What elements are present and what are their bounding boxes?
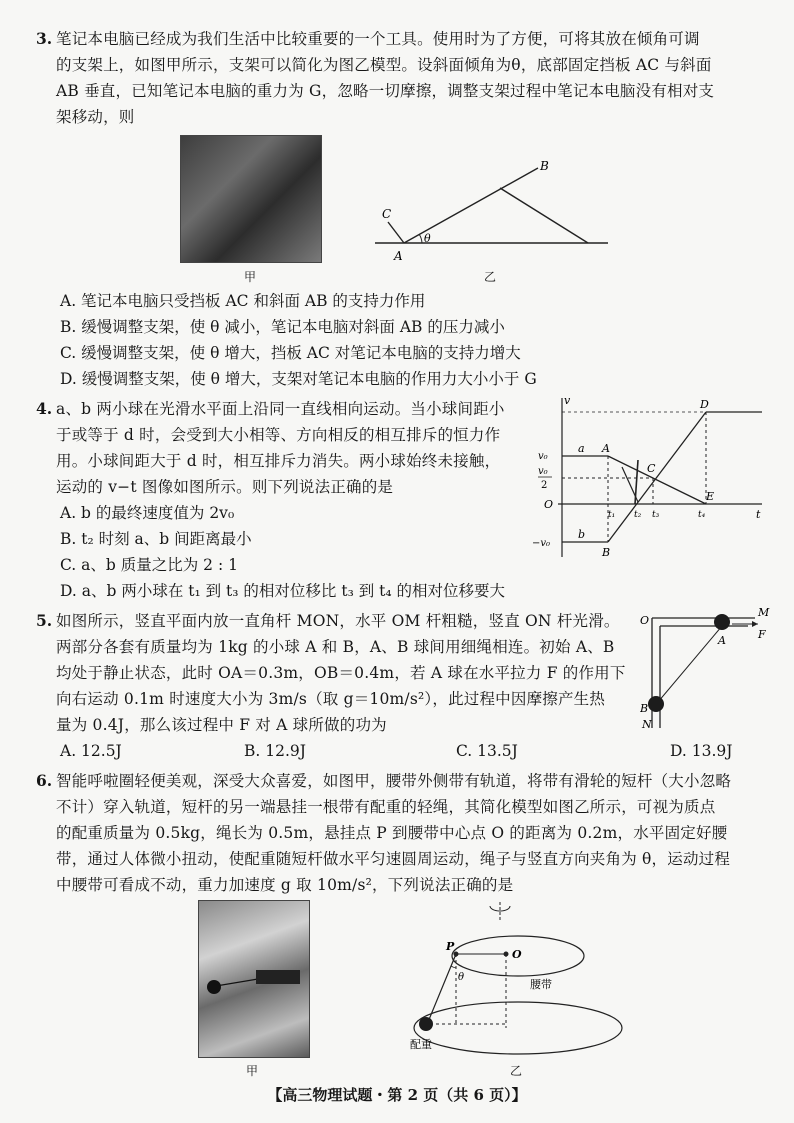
origin-label: O (544, 498, 554, 511)
q5-option-d: D. 13.9J (670, 742, 733, 760)
stem-line: 量为 0.4J，那么该过程中 F 对 A 球所做的功为 (56, 716, 387, 734)
question-4-number: 4. (36, 399, 53, 418)
q4-option-b: B. t₂ 时刻 a、b 间距离最小 (60, 530, 252, 548)
stem-line: AB 垂直，已知笔记本电脑的重力为 G，忽略一切摩擦，调整支架过程中笔记本电脑没有相对支 (56, 82, 715, 100)
t4-label: t₄ (698, 510, 706, 520)
hula-hoop-photo-overlay (198, 900, 308, 1056)
stem-line: 智能呼啦圈轻便美观，深受大众喜爱，如图甲，腰带外侧带有轨道，将带有滑轮的短杆（大小忽略 (56, 772, 732, 790)
weight-in-photo (207, 980, 221, 994)
label-b: B (540, 159, 549, 173)
stem-line: 不计）穿入轨道，短杆的另一端悬挂一根带有配重的轻绳，其简化模型如图乙所示，可视为质点 (56, 798, 716, 816)
stem-line: 笔记本电脑已经成为我们生活中比较重要的一个工具。使用时为了方便，可将其放在倾角可调 (56, 30, 700, 48)
stem-line: 如图所示，竖直平面内放一直角杆 MON，水平 OM 杆粗糙，竖直 ON 杆光滑。 (56, 612, 620, 630)
label-a: A (394, 249, 403, 263)
point-d-label: D (700, 398, 709, 411)
angle-arc (419, 234, 422, 243)
page-footer: 【高三物理试题・第 2 页（共 6 页）】 (267, 1086, 527, 1104)
force-arrowhead (752, 621, 758, 627)
question-5-number: 5. (36, 611, 53, 630)
label-o: O (512, 948, 522, 961)
point-c-label: C (647, 462, 656, 475)
label-theta: θ (458, 972, 465, 983)
label-f: F (758, 628, 766, 641)
figure-yi-caption: 乙 (484, 270, 497, 284)
weight-path-ellipse (414, 1002, 622, 1054)
stem-line: 的配重质量为 0.5kg，绳长为 0.5m，悬挂点 P 到腰带中心点 O 的距离为 0.2m，水平固定好腰 (56, 824, 728, 842)
label-o: O (640, 614, 650, 627)
stand-model-diagram (370, 150, 620, 280)
q5-option-c: C. 13.5J (456, 742, 518, 760)
axis-v-label: v (564, 394, 571, 407)
q4-option-a: A. b 的最终速度值为 2v₀ (60, 504, 235, 522)
series-a-label: a (578, 442, 585, 455)
stem-line: 于或等于 d 时，会受到大小相等、方向相反的相互排斥的恒力作 (56, 426, 501, 444)
label-n: N (642, 718, 652, 731)
stem-line: 中腰带可看成不动，重力加速度 g 取 10m/s²，下列说法正确的是 (56, 876, 514, 894)
baffle-ac (388, 222, 404, 243)
stem-line: 运动的 v−t 图像如图所示。则下列说法正确的是 (56, 478, 394, 496)
ball-b (648, 696, 664, 712)
belt-in-photo (256, 970, 300, 984)
stem-line: 带，通过人体微小扭动，使配重随短杆做水平匀速圆周运动，绳子与竖直方向夹角为 θ，运动过程 (56, 850, 731, 868)
theta-arc (451, 966, 456, 968)
q5-option-b: B. 12.9J (244, 742, 306, 760)
support-leg (500, 188, 588, 243)
ball-a (714, 614, 730, 630)
vt-graph (530, 392, 770, 562)
stem-line: 两部分各套有质量均为 1kg 的小球 A 和 B，A、B 球间用细绳相连。初始 A、B (56, 638, 615, 656)
axis-t-label: t (756, 508, 761, 521)
t3-label: t₃ (652, 510, 660, 520)
label-a: A (718, 634, 726, 647)
series-b-label: b (578, 528, 586, 541)
label-m: M (758, 606, 770, 619)
point-e-label: E (706, 490, 715, 503)
t2-label: t₂ (634, 510, 642, 520)
q3-option-b: B. 缓慢调整支架，使 θ 减小，笔记本电脑对斜面 AB 的压力减小 (60, 318, 505, 336)
figure-jia-caption: 甲 (246, 1064, 259, 1078)
stem-line: 的支架上，如图甲所示，支架可以简化为图乙模型。设斜面倾角为θ，底部固定挡板 AC 与斜面 (56, 56, 712, 74)
question-3-number: 3. (36, 29, 53, 48)
stem-line: 均处于静止状态，此时 OA＝0.3m，OB＝0.4m，若 A 球在水平拉力 F 的作用下 (56, 664, 626, 682)
q4-option-d: D. a、b 两小球在 t₁ 到 t₃ 的相对位移比 t₃ 到 t₄ 的相对位移要大 (60, 582, 506, 600)
label-belt: 腰带 (530, 978, 552, 991)
v0-label: v₀ (538, 451, 548, 462)
point-a-label: A (602, 442, 610, 455)
question-6-number: 6. (36, 771, 53, 790)
point-b-label: B (602, 546, 611, 559)
q3-option-c: C. 缓慢调整支架，使 θ 增大，挡板 AC 对笔记本电脑的支持力增大 (60, 344, 521, 362)
v0half-den: 2 (541, 480, 548, 491)
right-angle-rod-diagram (640, 600, 770, 740)
t1-label: t₁ (608, 510, 616, 520)
rope (428, 954, 456, 1022)
label-theta: θ (424, 232, 431, 245)
label-b: B (640, 702, 649, 715)
v0half-num: v₀ (538, 466, 548, 477)
q5-option-a: A. 12.5J (60, 742, 122, 760)
counterweight (419, 1017, 433, 1031)
stem-line: 用。小球间距大于 d 时，相互排斥力消失。两小球始终未接触， (56, 452, 501, 470)
stem-line: 架移动，则 (56, 108, 135, 126)
figure-yi-caption: 乙 (510, 1064, 523, 1078)
hula-hoop-model-diagram (400, 900, 630, 1068)
neg-v0-label: −v₀ (532, 538, 551, 549)
stem-line: 向右运动 0.1m 时速度大小为 3m/s（取 g＝10m/s²），此过程中因摩擦产生热 (56, 690, 606, 708)
q3-option-d: D. 缓慢调整支架，使 θ 增大，支架对笔记本电脑的作用力大小小于 G (60, 370, 537, 388)
q4-option-c: C. a、b 质量之比为 2 : 1 (60, 556, 238, 574)
q3-option-a: A. 笔记本电脑只受挡板 AC 和斜面 AB 的支持力作用 (60, 292, 426, 310)
series-a-decel (608, 456, 706, 504)
string-ab (658, 626, 722, 702)
stem-line: a、b 两小球在光滑水平面上沿同一直线相向运动。当小球间距小 (56, 400, 505, 418)
label-c: C (382, 207, 392, 221)
label-weight: 配重 (410, 1038, 432, 1051)
figure-jia-caption: 甲 (244, 270, 257, 284)
series-b-accel (608, 412, 706, 542)
label-p: P (446, 940, 455, 953)
laptop-stand-photo (180, 135, 322, 263)
